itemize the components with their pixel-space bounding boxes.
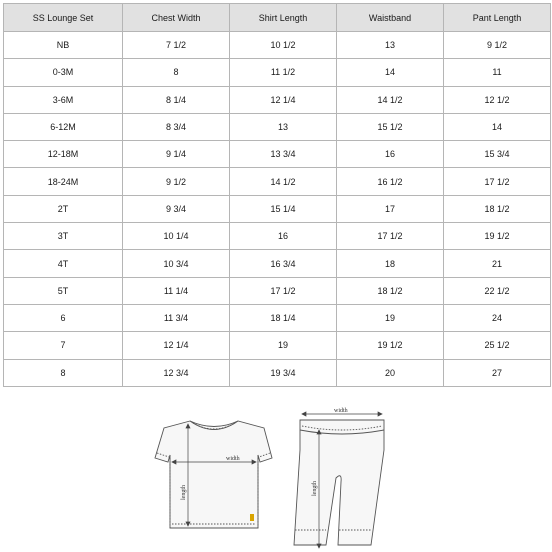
pant-width-label: width bbox=[334, 408, 348, 414]
size-label-cell: 3-6M bbox=[4, 86, 123, 113]
measurement-cell: 13 bbox=[337, 32, 444, 59]
measurement-cell: 13 bbox=[230, 113, 337, 140]
measurement-cell: 18 1/4 bbox=[230, 304, 337, 331]
header-size: SS Lounge Set bbox=[4, 4, 123, 32]
measurement-cell: 8 1/4 bbox=[123, 86, 230, 113]
table-row bbox=[4, 141, 551, 168]
table-row bbox=[4, 195, 551, 222]
table-row bbox=[4, 113, 551, 140]
measurement-cell: 7 1/2 bbox=[123, 32, 230, 59]
header-shirt-length: Shirt Length bbox=[230, 4, 337, 32]
pants-illustration bbox=[294, 420, 384, 545]
measurement-cell: 11 bbox=[444, 59, 551, 86]
measurement-cell: 19 1/2 bbox=[337, 332, 444, 359]
measurement-cell: 21 bbox=[444, 250, 551, 277]
measurement-cell: 20 bbox=[337, 359, 444, 386]
measurement-cell: 9 1/2 bbox=[444, 32, 551, 59]
shirt-outline bbox=[155, 421, 272, 528]
measurement-cell: 14 bbox=[444, 113, 551, 140]
size-label-cell: 5T bbox=[4, 277, 123, 304]
measurement-cell: 11 3/4 bbox=[123, 304, 230, 331]
measurement-cell: 14 bbox=[337, 59, 444, 86]
measurement-cell: 11 1/2 bbox=[230, 59, 337, 86]
measurement-cell: 12 1/2 bbox=[444, 86, 551, 113]
measurement-cell: 14 1/2 bbox=[230, 168, 337, 195]
size-chart-table bbox=[3, 3, 551, 387]
measurement-cell: 15 3/4 bbox=[444, 141, 551, 168]
measurement-cell: 22 1/2 bbox=[444, 277, 551, 304]
measurement-cell: 10 3/4 bbox=[123, 250, 230, 277]
measurement-cell: 10 1/2 bbox=[230, 32, 337, 59]
measurement-cell: 25 1/2 bbox=[444, 332, 551, 359]
table-row bbox=[4, 32, 551, 59]
table-row bbox=[4, 250, 551, 277]
garment-measurement-diagram bbox=[0, 400, 552, 552]
measurement-cell: 9 1/2 bbox=[123, 168, 230, 195]
table-row bbox=[4, 304, 551, 331]
table-row bbox=[4, 168, 551, 195]
measurement-cell: 10 1/4 bbox=[123, 223, 230, 250]
shirt-width-label: width bbox=[226, 456, 240, 462]
measurement-cell: 11 1/4 bbox=[123, 277, 230, 304]
size-label-cell: 8 bbox=[4, 359, 123, 386]
shirt-illustration bbox=[155, 421, 272, 528]
measurement-cell: 8 3/4 bbox=[123, 113, 230, 140]
table-row bbox=[4, 86, 551, 113]
table-row bbox=[4, 59, 551, 86]
measurement-cell: 15 1/4 bbox=[230, 195, 337, 222]
measurement-cell: 18 bbox=[337, 250, 444, 277]
measurement-cell: 18 1/2 bbox=[337, 277, 444, 304]
header-waistband: Waistband bbox=[337, 4, 444, 32]
measurement-cell: 12 1/4 bbox=[123, 332, 230, 359]
measurement-cell: 13 3/4 bbox=[230, 141, 337, 168]
measurement-cell: 9 1/4 bbox=[123, 141, 230, 168]
measurement-cell: 17 bbox=[337, 195, 444, 222]
measurement-cell: 16 3/4 bbox=[230, 250, 337, 277]
pants-outline bbox=[294, 420, 384, 545]
measurement-cell: 19 bbox=[337, 304, 444, 331]
measurement-cell: 15 1/2 bbox=[337, 113, 444, 140]
size-label-cell: NB bbox=[4, 32, 123, 59]
size-label-cell: 18-24M bbox=[4, 168, 123, 195]
measurement-cell: 12 1/4 bbox=[230, 86, 337, 113]
table-header-row bbox=[4, 4, 551, 32]
measurement-cell: 19 3/4 bbox=[230, 359, 337, 386]
measurement-cell: 16 bbox=[230, 223, 337, 250]
measurement-cell: 19 bbox=[230, 332, 337, 359]
measurement-cell: 8 bbox=[123, 59, 230, 86]
measurement-cell: 16 bbox=[337, 141, 444, 168]
measurement-cell: 14 1/2 bbox=[337, 86, 444, 113]
measurement-cell: 19 1/2 bbox=[444, 223, 551, 250]
measurement-cell: 9 3/4 bbox=[123, 195, 230, 222]
shirt-length-label: length bbox=[181, 485, 187, 500]
size-label-cell: 12-18M bbox=[4, 141, 123, 168]
size-label-cell: 3T bbox=[4, 223, 123, 250]
table-row bbox=[4, 277, 551, 304]
measurement-cell: 24 bbox=[444, 304, 551, 331]
measurement-cell: 17 1/2 bbox=[337, 223, 444, 250]
measurement-cell: 27 bbox=[444, 359, 551, 386]
size-label-cell: 6-12M bbox=[4, 113, 123, 140]
measurement-cell: 18 1/2 bbox=[444, 195, 551, 222]
size-label-cell: 6 bbox=[4, 304, 123, 331]
header-chest-width: Chest Width bbox=[123, 4, 230, 32]
pant-length-label: length bbox=[312, 481, 318, 496]
measurement-cell: 12 3/4 bbox=[123, 359, 230, 386]
measurement-cell: 17 1/2 bbox=[444, 168, 551, 195]
measurement-cell: 16 1/2 bbox=[337, 168, 444, 195]
size-label-cell: 2T bbox=[4, 195, 123, 222]
size-label-cell: 4T bbox=[4, 250, 123, 277]
table-row bbox=[4, 332, 551, 359]
shirt-tag bbox=[250, 514, 254, 521]
size-label-cell: 0-3M bbox=[4, 59, 123, 86]
table-body bbox=[4, 32, 551, 387]
size-label-cell: 7 bbox=[4, 332, 123, 359]
measurement-cell: 17 1/2 bbox=[230, 277, 337, 304]
table-row bbox=[4, 359, 551, 386]
header-pant-length: Pant Length bbox=[444, 4, 551, 32]
table-row bbox=[4, 223, 551, 250]
